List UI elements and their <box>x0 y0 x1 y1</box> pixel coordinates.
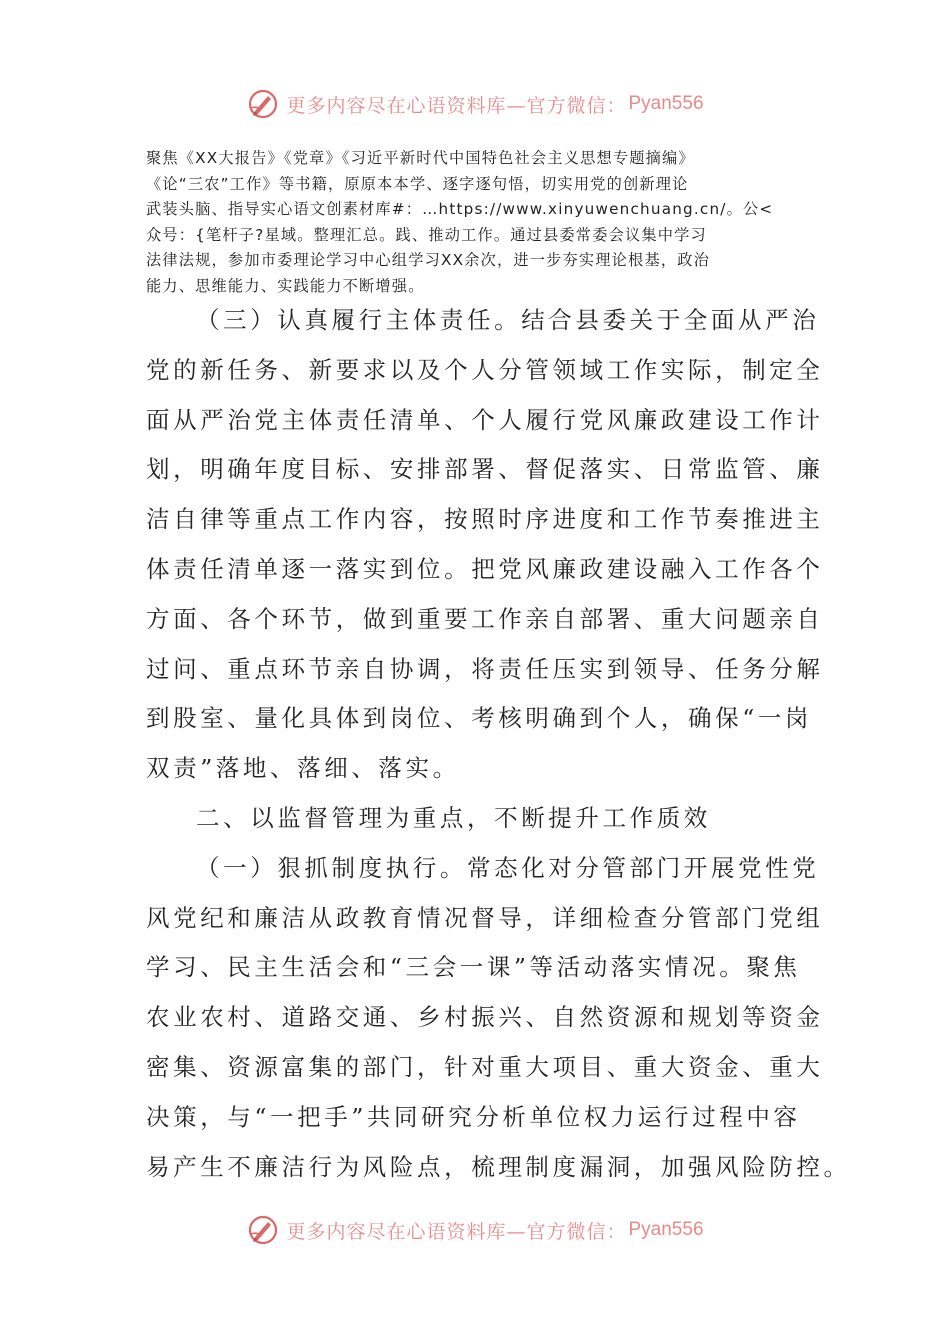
banner-text: 更多内容尽在心语资料库—官方微信： <box>286 94 627 117</box>
intro-line: 众号：{笔杆子?星域。整理汇总。践、推动工作。通过县委常委会议集中学习 <box>146 225 707 244</box>
body-line: 密集、资源富集的部门，针对重大项目、重大资金、重大 <box>146 1052 824 1081</box>
document-body <box>146 296 851 1192</box>
header-banner <box>0 84 950 124</box>
body-line: 洁自律等重点工作内容，按照时序进度和工作节奏推进主 <box>146 505 824 534</box>
body-line: 风党纪和廉洁从政教育情况督导，详细检查分管部门党组 <box>146 903 824 932</box>
intro-line: 《论“三农”工作》等书籍，原原本本学、逐字逐句悟，切实用党的创新理论 <box>146 174 689 193</box>
body-line: 体责任清单逐一落实到位。把党风廉政建设融入工作各个 <box>146 554 824 583</box>
body-line: 方面、各个环节，做到重要工作亲自部署、重大问题亲自 <box>146 604 824 633</box>
intro-line: 武装头脑、指导实心语文创素材库#：…https://www.xinyuwenchuang.cn/。公< <box>146 200 774 218</box>
body-line: 双责”落地、落细、落实。 <box>146 754 460 783</box>
pen-circle-logo-icon <box>246 87 280 121</box>
intro-line: 聚焦《XX大报告》《党章》《习近平新时代中国特色社会主义思想专题摘编》 <box>146 149 695 167</box>
footer-banner <box>0 1210 950 1250</box>
body-line: 到股室、量化具体到岗位、考核明确到个人，确保“一岗 <box>146 704 813 733</box>
body-line: （三）认真履行主体责任。结合县委关于全面从严治 <box>196 306 820 334</box>
banner-wechat-id: Pyan556 <box>628 93 704 114</box>
intro-line: 能力、思维能力、实践能力不断增强。 <box>146 276 425 295</box>
section-heading: 二、以监督管理为重点，不断提升工作质效 <box>196 803 711 832</box>
intro-line: 法律法规，参加市委理论学习中心组学习XX余次，进一步夯实理论根基，政治 <box>146 251 710 269</box>
intro-paragraph <box>146 146 810 299</box>
body-line: 学习、民主生活会和“三会一课”等活动落实情况。聚焦 <box>146 953 801 982</box>
body-line: 面从严治党主体责任清单、个人履行党风廉政建设工作计 <box>146 405 824 434</box>
body-line: 过问、重点环节亲自协调，将责任压实到领导、任务分解 <box>146 654 824 683</box>
banner-text: 更多内容尽在心语资料库—官方微信： <box>286 1220 627 1243</box>
body-line: 党的新任务、新要求以及个人分管领域工作实际，制定全 <box>146 355 824 384</box>
body-line: 划，明确年度目标、安排部署、督促落实、日常监管、廉 <box>146 455 824 484</box>
banner-wechat-id: Pyan556 <box>628 1219 704 1240</box>
body-line: 易产生不廉洁行为风险点，梳理制度漏洞，加强风险防控。 <box>146 1152 851 1181</box>
pen-circle-logo-icon <box>246 1213 280 1247</box>
body-line: 农业农村、道路交通、乡村振兴、自然资源和规划等资金 <box>146 1003 824 1032</box>
body-line: 决策，与“一把手”共同研究分析单位权力运行过程中容 <box>146 1102 801 1131</box>
body-line: （一）狠抓制度执行。常态化对分管部门开展党性党 <box>196 853 820 882</box>
